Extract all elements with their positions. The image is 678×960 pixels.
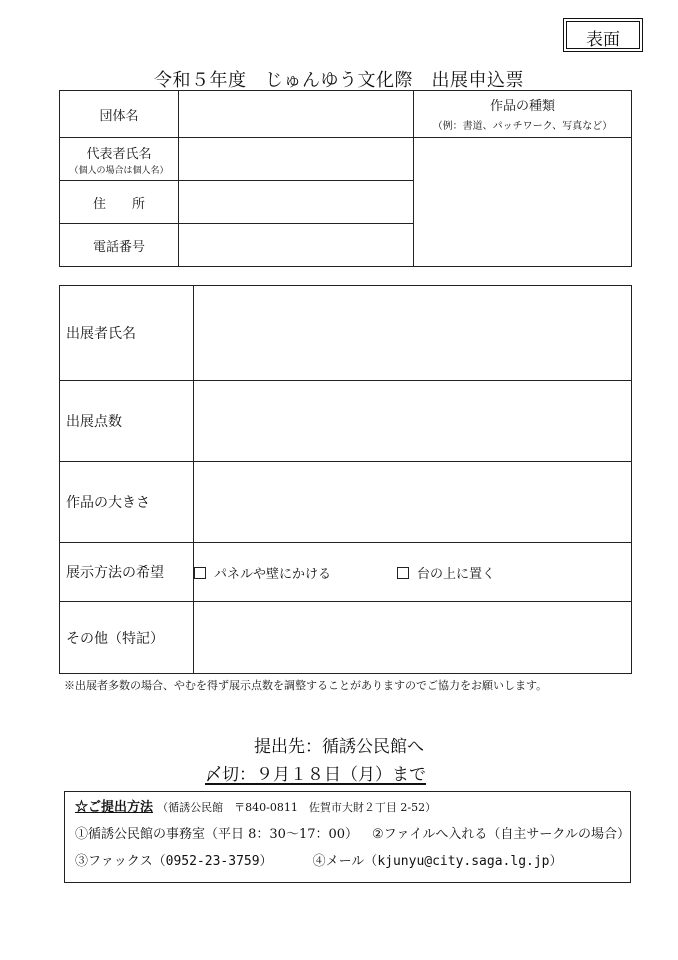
address-field[interactable] [179, 181, 414, 224]
method-email-close: ） [549, 854, 563, 869]
panel-checkbox[interactable] [194, 567, 206, 579]
work-type-header [414, 91, 632, 138]
display-method-label: 展示方法の希望 [60, 543, 194, 602]
submission-destination: 提出先：循誘公民館へ [254, 737, 424, 757]
face-label: 表面 [586, 30, 620, 50]
other-field[interactable] [194, 602, 632, 674]
representative-label: 代表者氏名 [86, 146, 152, 162]
method-office: ①循誘公民館の事務室（平日 8：30～17：00） [75, 827, 359, 842]
submission-method-box [64, 791, 631, 883]
page-title: 令和５年度 じゅんゆう文化際 出展申込票 [154, 70, 524, 91]
phone-label: 電話番号 [60, 224, 179, 267]
representative-field[interactable] [179, 138, 414, 181]
work-type-example: （例：書道、パッチワーク、写真など） [432, 121, 613, 132]
representative-note: （個人の場合は個人名） [69, 165, 169, 176]
group-name-label: 団体名 [60, 91, 179, 138]
fax-number: 0952-23-3759 [165, 854, 260, 869]
display-method-options [194, 543, 632, 602]
work-type-label: 作品の種類 [489, 99, 555, 114]
method-file: ②ファイルへ入れる（自主サークルの場合） [372, 827, 631, 842]
other-label: その他（特記） [60, 602, 194, 674]
address-label: 住 所 [60, 181, 179, 224]
entry-table [59, 285, 632, 674]
table-option-label: 台の上に置く [417, 566, 496, 582]
work-type-field[interactable] [414, 138, 632, 267]
method-email-label: ④メール（ [312, 854, 378, 869]
deadline-text: 〆切：９月１８日（月）まで [205, 765, 426, 785]
item-count-field[interactable] [194, 381, 632, 462]
group-name-field[interactable] [179, 91, 414, 138]
exhibitor-name-label: 出展者氏名 [60, 286, 194, 381]
method-fax-close: ） [259, 854, 273, 869]
group-info-table [59, 90, 632, 267]
panel-option-label: パネルや壁にかける [214, 566, 332, 582]
phone-field[interactable] [179, 224, 414, 267]
representative-label-cell [60, 138, 179, 181]
item-count-label: 出展点数 [60, 381, 194, 462]
submission-address: （循誘公民館 〒840-0811 佐賀市大財２丁目 2-52） [157, 801, 437, 814]
method-fax-label: ③ファックス（ [75, 854, 166, 869]
face-label-box [563, 18, 643, 52]
exhibitor-name-field[interactable] [194, 286, 632, 381]
notice-text: ※出展者多数の場合、やむを得ず展示点数を調整することがありますのでご協力をお願いします。 [64, 679, 548, 692]
submission-heading: ☆ご提出方法 [75, 800, 154, 815]
work-size-field[interactable] [194, 462, 632, 543]
work-size-label: 作品の大きさ [60, 462, 194, 543]
email-address[interactable]: kjunyu@city.saga.lg.jp [377, 854, 550, 869]
table-checkbox[interactable] [397, 567, 409, 579]
